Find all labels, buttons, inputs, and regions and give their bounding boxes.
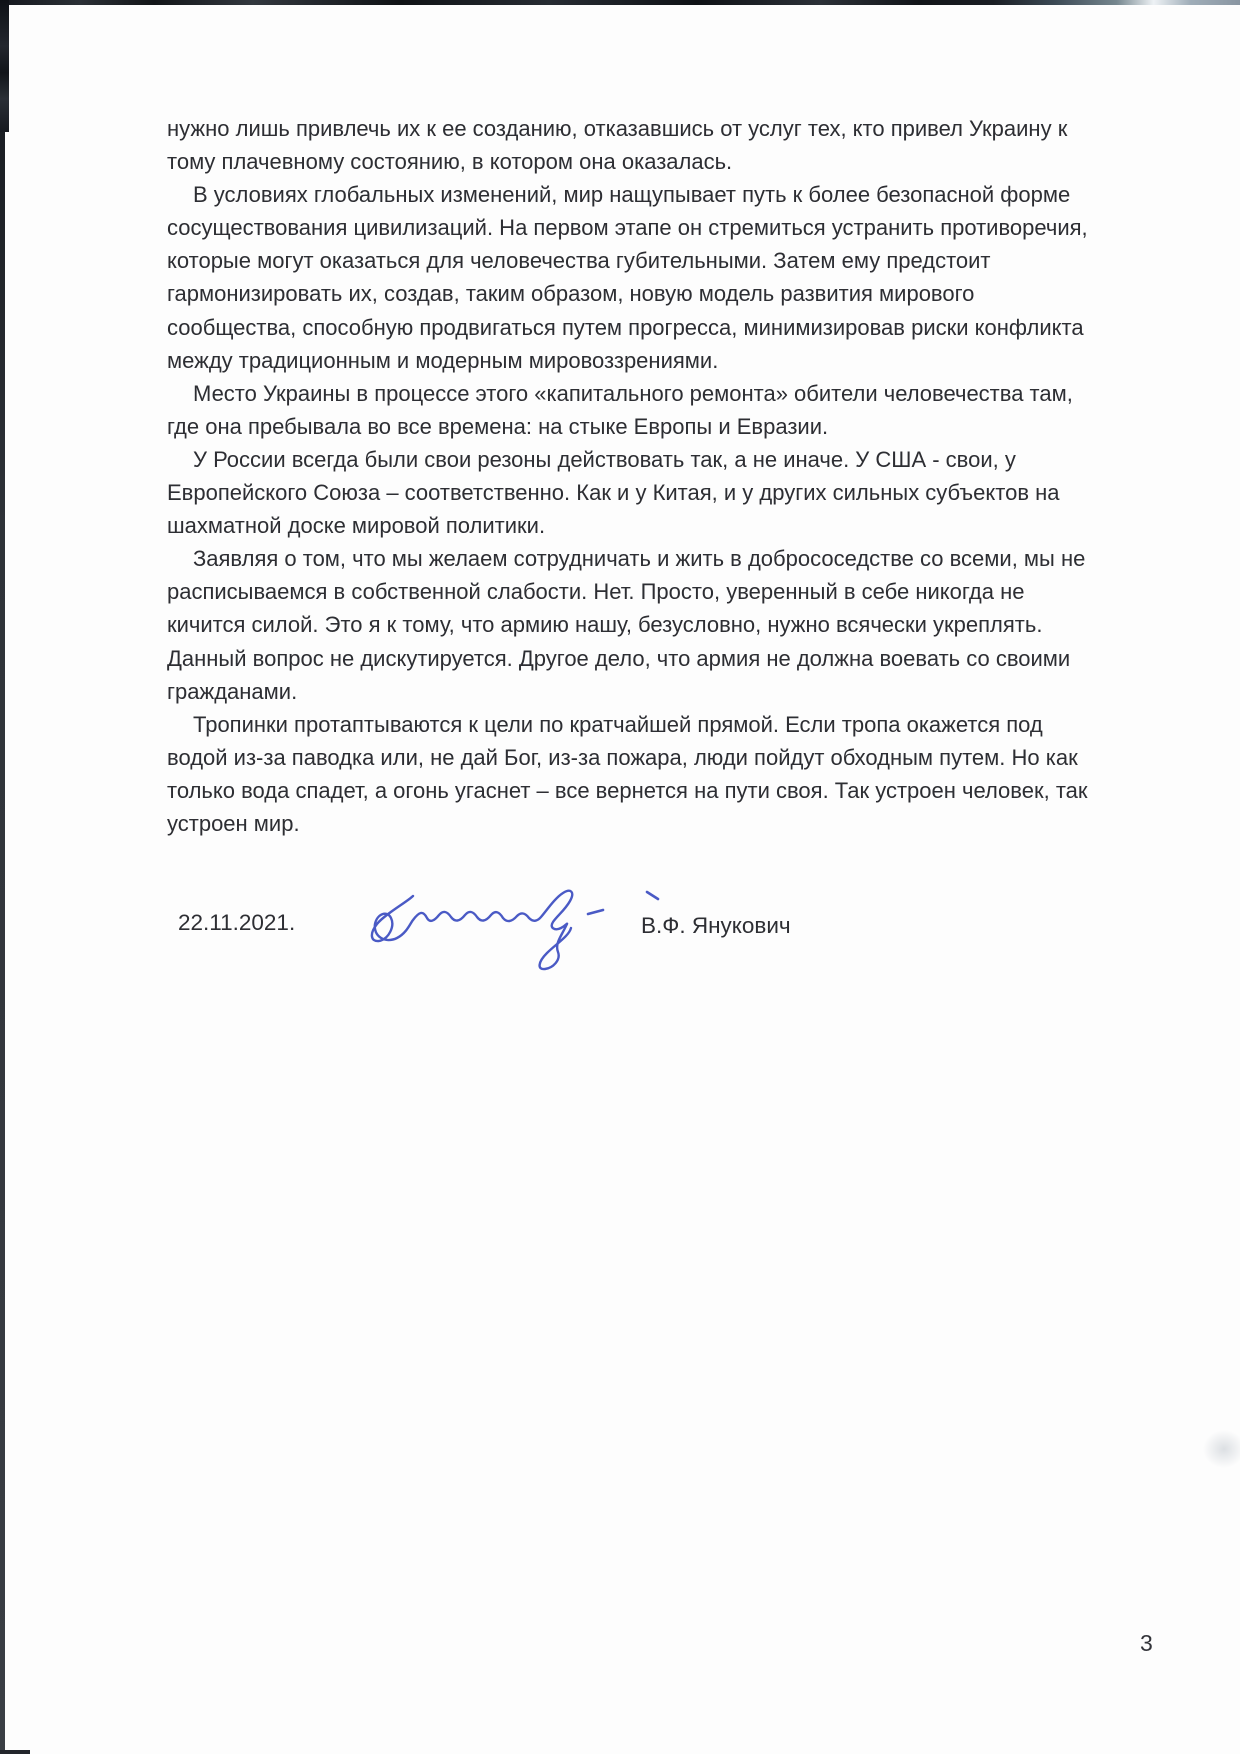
signature-stroke-tick	[647, 892, 658, 899]
signature-stroke-dash	[588, 910, 603, 914]
paragraph	[167, 112, 1157, 178]
text-line: У России всегда были свои резоны действовать так, а не иначе. У США - свои, у	[193, 446, 1016, 472]
scan-edge-left	[0, 0, 5, 1754]
paragraph	[167, 178, 1157, 377]
paragraph	[167, 708, 1157, 840]
signatory-name: В.Ф. Янукович	[641, 913, 791, 938]
text-line: водой из-за паводка или, не дай Бог, из-за пожара, люди пойдут обходным путем. Но как	[167, 744, 1078, 770]
text-line: гармонизировать их, создав, таким образом, новую модель развития мирового	[167, 281, 975, 307]
text-line: Данный вопрос не дискутируется. Другое дело, что армия не должна воевать со своими	[167, 645, 1071, 671]
paragraph	[167, 443, 1157, 542]
text-line: тому плачевному состоянию, в котором она оказалась.	[167, 149, 733, 175]
scan-smudge	[1203, 1430, 1240, 1468]
text-line: шахматной доске мировой политики.	[167, 513, 546, 539]
page-number: 3	[1140, 1630, 1153, 1656]
signature-stroke-main	[372, 891, 572, 969]
scan-edge-top	[6, 0, 1240, 5]
text-line: В условиях глобальных изменений, мир нащупывает путь к более безопасной форме	[193, 182, 1071, 208]
text-line: между традиционным и модерным мировоззрениями.	[167, 347, 719, 373]
text-line: гражданами.	[167, 678, 298, 704]
text-line: где она пребывала во все времена: на стыке Европы и Евразии.	[167, 413, 829, 439]
text-line: устроен мир.	[167, 810, 300, 836]
text-line: кичится силой. Это я к тому, что армию нашу, безусловно, нужно всячески укреплять.	[167, 612, 1043, 638]
text-line: нужно лишь привлечь их к ее созданию, отказавшись от услуг тех, кто привел Украину к	[167, 116, 1068, 141]
text-line: Европейского Союза – соответственно. Как и у Китая, и у других сильных субъектов на	[167, 480, 1060, 506]
text-line: сообщества, способную продвигаться путем прогресса, минимизировав риски конфликта	[167, 314, 1084, 340]
signature-image	[355, 868, 675, 978]
scan-edge-bottom-left	[0, 1750, 30, 1754]
text-line: Место Украины в процессе этого «капитального ремонта» обители человечества там,	[193, 380, 1073, 406]
text-line: Заявляя о том, что мы желаем сотрудничать и жить в добрососедстве со всеми, мы не	[193, 546, 1086, 572]
date-label: 22.11.2021.	[178, 910, 296, 935]
text-line: сосуществования цивилизаций. На первом этапе он стремиться устранить противоречия,	[167, 215, 1088, 241]
document-text	[167, 112, 1157, 840]
paragraph	[167, 542, 1157, 707]
scan-edge-left-top	[0, 0, 9, 132]
text-line: расписываемся в собственной слабости. Нет. Просто, уверенный в себе никогда не	[167, 579, 1025, 605]
text-line: Тропинки протаптываются к цели по кратчайшей прямой. Если тропа окажется под	[193, 711, 1043, 737]
text-line: только вода спадет, а огонь угаснет – все вернется на пути своя. Так устроен человек, так	[167, 777, 1088, 803]
paragraph	[167, 377, 1157, 443]
text-line: которые могут оказаться для человечества губительными. Затем ему предстоит	[167, 248, 991, 274]
